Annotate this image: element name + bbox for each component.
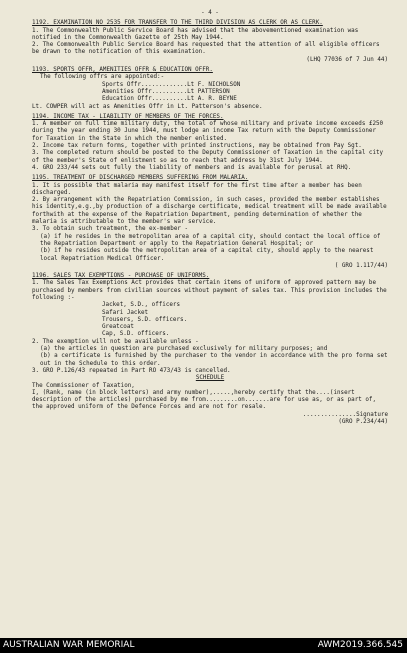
list-item: Sports Offr.............Lt F. NICHOLSON [102,81,241,88]
paragraph: 2. The exemption will not be available unless - [32,338,199,345]
paragraph: 3. The completed return should be posted to the Deputy Commissioner of Taxation in the capital city of the member's State of enlistment so as to reach that address by 31st July 1944. [32,150,384,164]
paragraph: 1. The Sales Tax Exemptions Act provides that certain items of uniform of approved pattern may be purchased by members from civilian sources without payment of sales tax. This provision includes the following :- [32,280,387,301]
section-heading: 1193. SPORTS OFFR, AMENITIES OFFR & EDUCATION OFFR. [32,67,213,74]
list-item: Amenities Offr..........Lt PATTERSON [102,88,230,95]
footer-source: AUSTRALIAN WAR MEMORIAL [3,640,135,650]
section-heading: 1196. SALES TAX EXEMPTIONS - PURCHASE OF UNIFORMS. [32,273,210,280]
reference: (GRO P.234/44) [338,419,388,426]
paragraph: 3. GRO P.126/43 repeated in Part RO 473/43 is cancelled. [32,367,231,374]
signature-line: ...............Signature [302,411,388,418]
section-heading: 1192. EXAMINATION NO 2535 FOR TRANSFER TO THE THIRD DIVISION AS CLERK OR AS CLERK. [32,20,323,27]
paragraph: 1. The Commonwealth Public Service Board has advised that the abovementioned examination was notified in the Commonwealth Gazette of 25th May 1944. [32,27,359,41]
page-number: - 4 - [201,10,219,16]
footer-bar [0,638,407,653]
section-1192 [32,20,388,64]
paragraph: 2. By arrangement with the Repatriation Commission, in such cases, provided the member establishes his identity,e.g.,by production of a discharge certificate, medical treatment will be made available forthwith at the expense of the Repatriation Department, pending determination of whether the malaria is attributable to the member's war service. [32,197,387,226]
section-1194 [32,114,388,172]
paragraph: (b) if he resides outside the metropolitan area of a capital city, should apply to the nearest local Repatriation Medical Officer. [40,248,374,262]
reference: ( GRO 1.117/44) [334,262,388,269]
schedule-title: SCHEDULE [195,375,225,382]
section-1196 [32,273,388,426]
paragraph: 1. A member on full time military duty, the total of whose military and private income exceeds £250 during the year ending 30 June 1944, must lodge an income Tax return with the Deputy Commissioner for Taxation in the State in which the member enlisted. [32,121,384,142]
appointments-list [32,82,388,104]
section-1193 [32,67,388,111]
uniform-items-list [32,302,388,338]
paragraph: 2. Income tax return forms, together with printed instructions, may be obtained from Pay Sgt. [32,143,362,150]
list-item: Jacket, S.D., officers [102,302,181,309]
list-item: Trousers, S.D. officers. [102,316,188,323]
paragraph: 1. It is possible that malaria may manifest itself for the first time after a member has been discharged. [32,182,362,196]
reference: (LHQ 77036 of 7 Jun 44) [306,56,388,63]
paragraph: The Commissioner of Taxation, [32,382,135,389]
list-item: Safari Jacket [102,309,149,316]
paragraph: 3. To obtain such treatment, the ex-member - [32,226,189,233]
paragraph: Lt. COWPER will act as Amenities Offr in Lt. Patterson's absence. [32,103,263,110]
paragraph: The following offrs are appointed:- [40,74,165,81]
section-heading: 1194. INCOME TAX - LIABILITY OF MEMBERS OF THE FORCES. [32,113,224,120]
footer-id: AWM2019.366.545 [317,640,403,650]
paragraph: (a) the articles in question are purchased exclusively for military purposes; and [40,346,328,353]
paragraph: (a) if he resides in the metropolitan area of a capital city, should contact the local office of the Repatriation Department or apply to the Repatriation General Hospital; or [40,233,381,247]
document-body [32,10,388,426]
list-item: Greatcoat [102,324,134,331]
section-heading: 1195. TREATMENT OF DISCHARGED MEMBERS SUFFERING FROM MALARIA. [32,175,249,182]
paragraph: 2. The Commonwealth Public Service Board has requested that the attention of all eligible officers be drawn to the notification of this examination. [32,42,380,56]
paragraph: (b) a certificate is furnished by the purchaser to the vendor in accordance with the pro forma set out in the Schedule to this order. [40,353,388,367]
paragraph: I, (Rank, name (in block letters) and army number),.....,hereby certify that the....(insert description of the articles) purchased by me from.........on.......are for use as, or as part of, the approved uniform of the Defence Forces and are not for resale. [32,389,377,411]
paragraph: 4. GRO 233/44 sets out fully the liability of members and is available for perusal at RHQ. [32,164,352,171]
list-item: Education Offr..........Lt A. R. BEYNE [102,96,237,103]
list-item: Cap, S.D. officers. [102,331,170,338]
section-1195 [32,175,388,270]
